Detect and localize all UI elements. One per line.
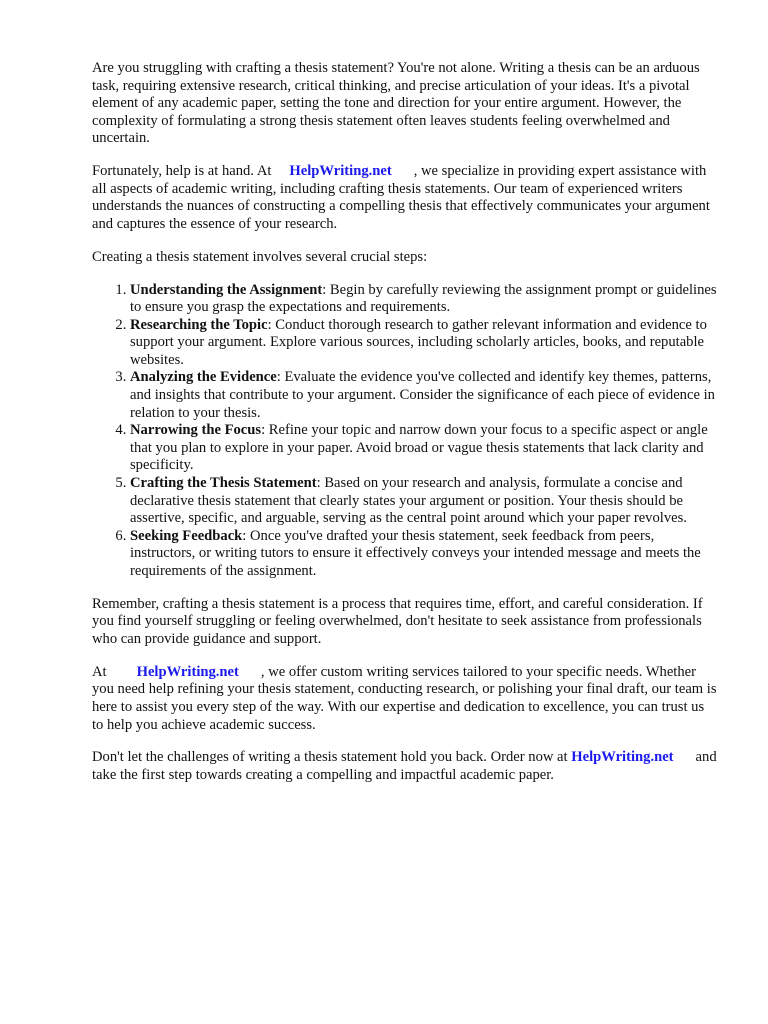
intro-paragraph: Are you struggling with crafting a thesis statement? You're not alone. Writing a thesis can be an arduous task, requiring extensive research, critical thinking, and precise articulation of your ideas. It's a pivotal element of any academic paper, setting the tone and direction for your entire argument. However, the complexity of formulating a strong thesis statement often leaves students feeling overwhelmed and uncertain. <box>92 60 700 147</box>
step-text: Once you've drafted your thesis statement, seek feedback from peers, instructors, or writing tutors to ensure it effectively conveys your intended message and meets the requirements of the assignment. <box>130 527 701 579</box>
step-title: Researching the Topic <box>130 316 268 333</box>
step-title: Crafting the Thesis Statement <box>130 475 317 492</box>
step-separator: : <box>242 527 247 544</box>
help-text-after: , we specialize in providing expert assistance with all aspects of academic writing, including crafting thesis statements. Our team of experienced writers understands the nuances of constructing a compelling thesis that effectively communicates your argument and captures the essence of your research. <box>92 163 710 232</box>
step-separator: : <box>322 281 327 298</box>
list-item <box>130 282 718 317</box>
helpwriting-link-1[interactable]: HelpWriting.net <box>289 163 392 180</box>
step-text: Begin by carefully reviewing the assignment prompt or guidelines to ensure you grasp the expectations and requirements. <box>130 281 717 316</box>
steps-list <box>92 282 718 581</box>
list-item <box>130 475 718 528</box>
closing-text-before: Don't let the challenges of writing a thesis statement hold you back. Order now at <box>92 749 568 766</box>
offer-text-after: , we offer custom writing services tailored to your specific needs. Whether you need help refining your thesis statement, conducting research, or polishing your final draft, our team is here to assist you every step of the way. With our expertise and dedication to excellence, you can trust us to help you achieve academic success. <box>92 663 717 733</box>
helpwriting-link-3[interactable]: HelpWriting.net <box>571 749 674 766</box>
offer-paragraph <box>92 664 718 734</box>
step-title: Analyzing the Evidence <box>130 369 277 386</box>
document-body <box>92 60 718 800</box>
closing-text-after: and take the first step towards creating a compelling and impactful academic paper. <box>92 749 717 783</box>
list-item <box>130 422 718 475</box>
step-separator: : <box>261 422 266 439</box>
offer-text-before: At <box>92 663 107 680</box>
remember-paragraph: Remember, crafting a thesis statement is a process that requires time, effort, and careful consideration. If you find yourself struggling or feeling overwhelmed, don't hesitate to seek assistance from professionals who can provide guidance and support. <box>92 595 703 647</box>
step-title: Narrowing the Focus <box>130 422 262 439</box>
list-item <box>130 369 718 422</box>
helpwriting-link-2[interactable]: HelpWriting.net <box>136 663 239 680</box>
list-item <box>130 317 718 370</box>
step-text: Refine your topic and narrow down your focus to a specific aspect or angle that you plan to explore in your paper. Avoid broad or vague thesis statements that lack clarity and specificity. <box>130 422 708 474</box>
step-text: Evaluate the evidence you've collected and identify key themes, patterns, and insights that contribute to your argument. Consider the significance of each piece of evidence in relation to your thesis. <box>130 369 715 421</box>
help-paragraph <box>92 163 718 233</box>
step-separator: : <box>267 316 272 333</box>
help-text-before: Fortunately, help is at hand. At <box>92 163 272 180</box>
step-separator: : <box>276 369 281 386</box>
step-title: Seeking Feedback <box>130 527 243 544</box>
steps-intro-paragraph: Creating a thesis statement involves several crucial steps: <box>92 248 428 265</box>
step-text: Based on your research and analysis, formulate a concise and declarative thesis statement that clearly states your argument or position. Your thesis should be assertive, specific, and arguable, serving as the central point around which your paper revolves. <box>130 475 687 527</box>
closing-paragraph <box>92 749 718 784</box>
list-item <box>130 528 718 581</box>
step-title: Understanding the Assignment <box>130 281 323 298</box>
step-text: Conduct thorough research to gather relevant information and evidence to support your argument. Explore various sources, including scholarly articles, books, and reputable websites. <box>130 316 707 368</box>
step-separator: : <box>316 475 321 492</box>
